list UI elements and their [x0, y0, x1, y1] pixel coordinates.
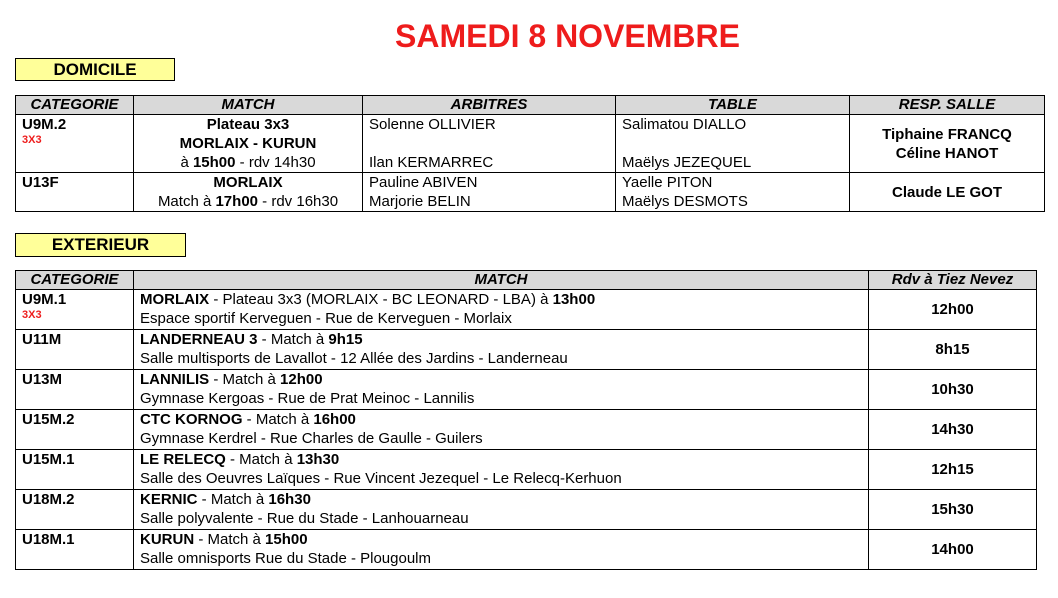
match-time: 16h00 — [313, 411, 356, 428]
category-label: U13F — [22, 174, 59, 191]
table-name: Salimatou DIALLO — [622, 116, 747, 133]
match-cell — [134, 370, 869, 410]
match-detail: - Match à — [242, 411, 314, 428]
category-label: U15M.1 — [22, 451, 75, 468]
arbitre-name: Solenne OLLIVIER — [369, 116, 496, 133]
table-cell — [616, 115, 850, 173]
match-cell — [134, 115, 363, 173]
rdv-cell: 8h15 — [869, 330, 1037, 370]
table-name: Yaelle PITON — [622, 174, 713, 191]
venue: Salle des Oeuvres Laïques - Rue Vincent Jezequel - Le Relecq-Kerhuon — [140, 470, 622, 487]
header-match: MATCH — [134, 271, 869, 290]
format-tag: 3X3 — [22, 134, 42, 146]
arbitre-name: Ilan KERMARREC — [369, 154, 494, 171]
match-detail: - Match à — [209, 371, 281, 388]
header-arbitres: ARBITRES — [363, 96, 616, 115]
match-time: 13h00 — [552, 291, 596, 308]
resp-name: Céline HANOT — [895, 144, 999, 162]
match-line: Plateau 3x3 — [206, 116, 290, 133]
rdv-cell: 14h30 — [869, 410, 1037, 450]
category-label: U15M.2 — [22, 411, 75, 428]
table-name: Maëlys DESMOTS — [622, 193, 748, 210]
table-row — [16, 530, 1037, 570]
rdv-cell: 12h15 — [869, 450, 1037, 490]
match-pre: à — [180, 154, 193, 171]
match-detail: - Match à — [225, 451, 297, 468]
match-cell — [134, 330, 869, 370]
resp-cell — [850, 173, 1045, 212]
table-row — [16, 115, 1045, 173]
table-header-row — [16, 96, 1045, 115]
venue: Salle polyvalente - Rue du Stade - Lanhouarneau — [140, 510, 469, 527]
table-cell — [616, 173, 850, 212]
category-cell — [16, 330, 134, 370]
category-cell — [16, 490, 134, 530]
venue: Espace sportif Kerveguen - Rue de Kerveguen - Morlaix — [140, 310, 512, 327]
category-label: U9M.2 — [22, 116, 67, 133]
domicile-table — [15, 95, 1045, 212]
arbitres-cell — [363, 173, 616, 212]
match-time: 12h00 — [280, 371, 323, 388]
header-table: TABLE — [616, 96, 850, 115]
table-header-row — [16, 271, 1037, 290]
opponent: MORLAIX — [140, 291, 210, 308]
table-row — [16, 290, 1037, 330]
resp-cell — [850, 115, 1045, 173]
match-cell — [134, 530, 869, 570]
domicile-label: DOMICILE — [15, 58, 175, 81]
header-categorie: CATEGORIE — [16, 96, 134, 115]
category-label: U18M.1 — [22, 531, 75, 548]
category-cell — [16, 173, 134, 212]
venue: Gymnase Kerdrel - Rue Charles de Gaulle - Guilers — [140, 430, 483, 447]
category-label: U11M — [22, 331, 62, 348]
table-row — [16, 173, 1045, 212]
format-tag: 3X3 — [22, 309, 42, 321]
match-cell — [134, 450, 869, 490]
opponent: CTC KORNOG — [140, 411, 243, 428]
page-title: SAMEDI 8 NOVEMBRE — [395, 18, 740, 54]
opponent: LE RELECQ — [140, 451, 226, 468]
match-post: - rdv 16h30 — [258, 193, 339, 210]
category-cell — [16, 115, 134, 173]
category-cell — [16, 530, 134, 570]
match-detail: - Match à — [197, 491, 269, 508]
venue: Salle multisports de Lavallot - 12 Allée des Jardins - Landerneau — [140, 350, 568, 367]
resp-name: Claude LE GOT — [891, 183, 1002, 201]
category-label: U13M — [22, 371, 63, 388]
rdv-cell: 12h00 — [869, 290, 1037, 330]
table-name: Maëlys JEZEQUEL — [622, 154, 752, 171]
match-time: 16h30 — [268, 491, 311, 508]
venue: Gymnase Kergoas - Rue de Prat Meinoc - Lannilis — [140, 390, 475, 407]
rdv-cell: 15h30 — [869, 490, 1037, 530]
arbitre-name: Marjorie BELIN — [369, 193, 471, 210]
table-row — [16, 490, 1037, 530]
category-label: U18M.2 — [22, 491, 75, 508]
match-post: - rdv 14h30 — [235, 154, 316, 171]
match-detail: - Match à — [257, 331, 329, 348]
venue: Salle omnisports Rue du Stade - Plougoulm — [140, 550, 431, 567]
category-label: U9M.1 — [22, 291, 67, 308]
rdv-cell: 10h30 — [869, 370, 1037, 410]
match-time: 15h00 — [192, 154, 236, 171]
table-row — [16, 450, 1037, 490]
match-time: 17h00 — [215, 193, 259, 210]
category-cell — [16, 370, 134, 410]
table-row — [16, 410, 1037, 450]
arbitres-cell — [363, 115, 616, 173]
opponent: LANDERNEAU 3 — [140, 331, 258, 348]
match-cell — [134, 490, 869, 530]
match-cell — [134, 410, 869, 450]
match-cell — [134, 290, 869, 330]
category-cell — [16, 290, 134, 330]
exterieur-table — [15, 270, 1037, 570]
match-cell — [134, 173, 363, 212]
header-resp-salle: RESP. SALLE — [850, 96, 1045, 115]
arbitre-name: Pauline ABIVEN — [369, 174, 478, 191]
rdv-cell: 14h00 — [869, 530, 1037, 570]
opponent: KURUN — [140, 531, 195, 548]
match-time: 15h00 — [265, 531, 308, 548]
exterieur-label: EXTERIEUR — [15, 233, 186, 257]
match-teams: MORLAIX - KURUN — [179, 135, 317, 152]
match-time: 9h15 — [328, 331, 363, 348]
match-teams: MORLAIX — [213, 174, 283, 191]
match-pre: Match à — [157, 193, 216, 210]
header-rdv: Rdv à Tiez Nevez — [869, 271, 1037, 290]
category-cell — [16, 450, 134, 490]
table-row — [16, 330, 1037, 370]
opponent: KERNIC — [140, 491, 198, 508]
match-detail: - Match à — [194, 531, 266, 548]
match-time: 13h30 — [296, 451, 340, 468]
header-categorie: CATEGORIE — [16, 271, 134, 290]
table-row — [16, 370, 1037, 410]
opponent: LANNILIS — [140, 371, 210, 388]
resp-name: Tiphaine FRANCQ — [882, 125, 1012, 143]
match-detail: - Plateau 3x3 (MORLAIX - BC LEONARD - LBA) à — [209, 291, 553, 308]
header-match: MATCH — [134, 96, 363, 115]
category-cell — [16, 410, 134, 450]
